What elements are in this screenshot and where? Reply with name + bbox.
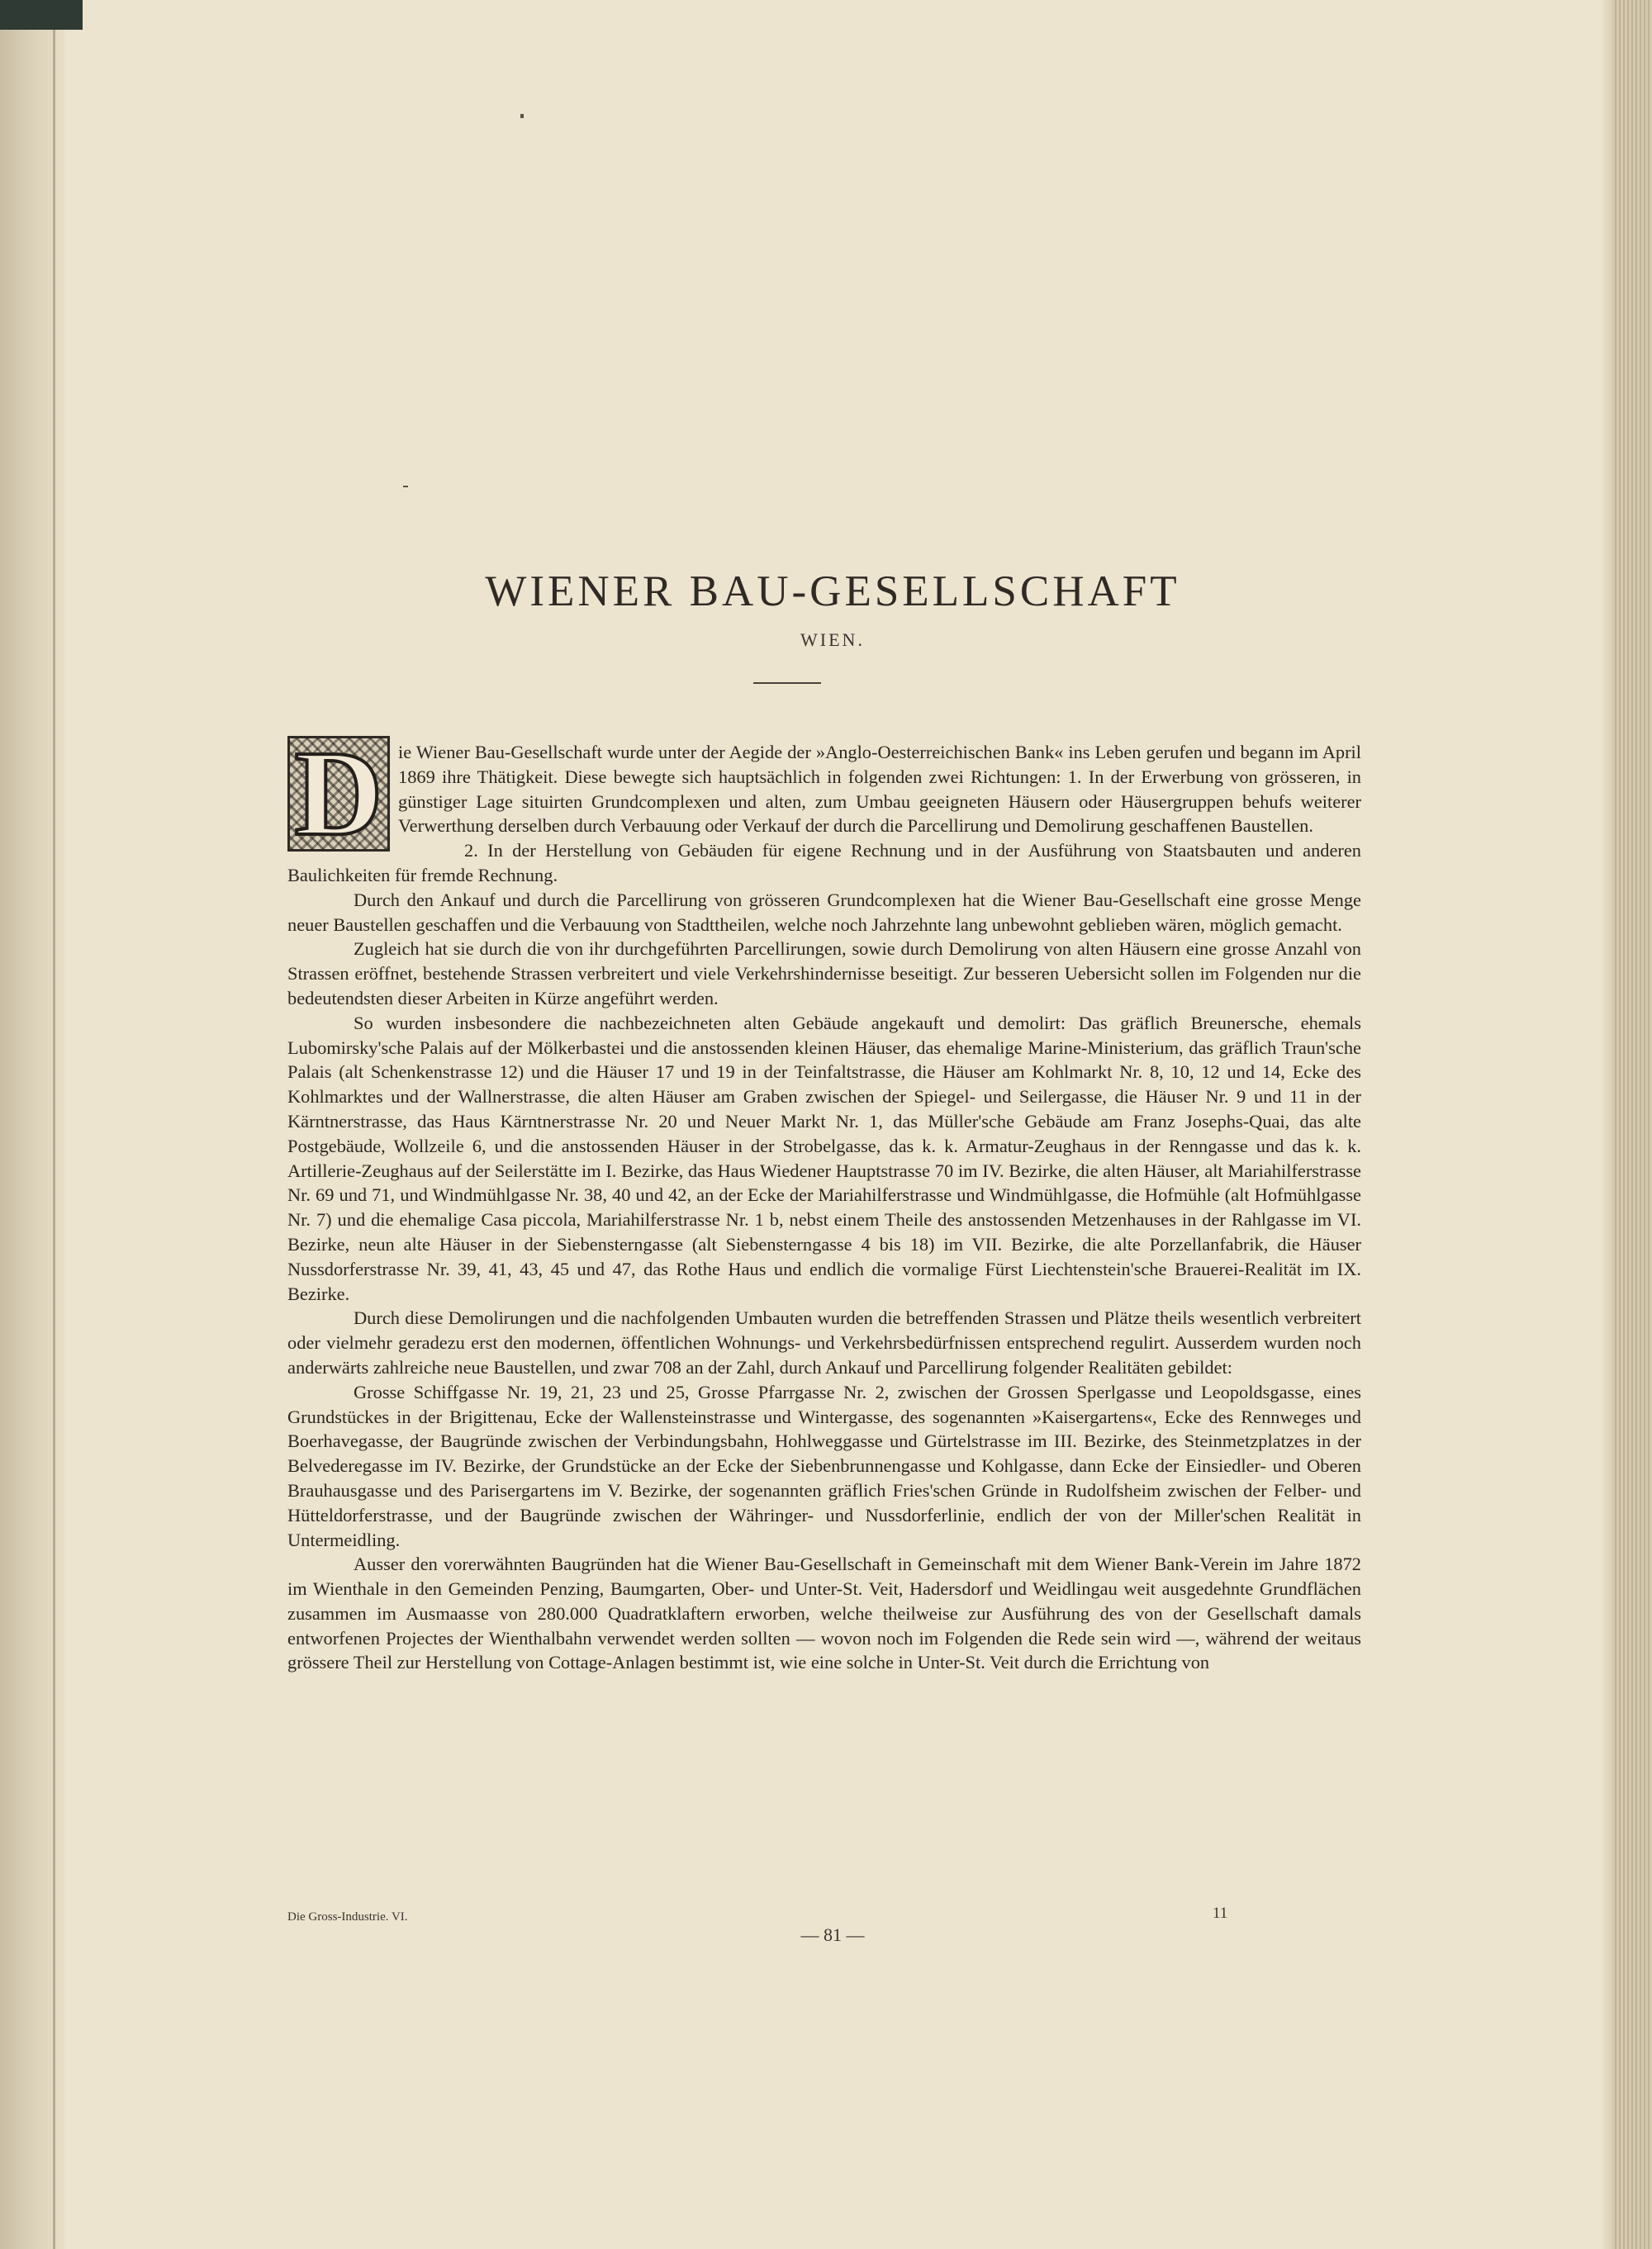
paragraph: So wurden insbesondere die nachbezeichneten alten Gebäude angekauft und demolirt: Das gräflich Breunersche, ehemals Lubomirsky'sche Palais auf der Mölkerbastei und die anstossenden kleinen Häuser, das ehemalige Marine-Ministerium, das gräflich Traun'sche Palais (alt Schenkenstrasse 12) und die Häuser 17 und 19 in der Teinfaltstrasse, die Häuser am Kohlmarkt Nr. 8, 10, 12 und 14, Ecke des Kohlmarktes und der Wallnerstrasse, die alten Häuser am Graben zwischen der Spiegel- und Seilergasse, die Häuser Nr. 9 und 11 in der Kärntnerstrasse, das Haus Kärntnerstrasse Nr. 20 und Neuer Markt Nr. 1, das Müller'sche Gebäude am Franz Josephs-Quai, das alte Postgebäude, Wollzeile 6, und die anstossenden Häuser in der Strobelgasse, das k. k. Armatur-Zeughaus in der Renngasse und das k. k. Artillerie-Zeughaus auf der Seilerstätte im I. Bezirke, das Haus Wiedener Hauptstrasse 70 im IV. Bezirke, die alten Häuser, alt Mariahilferstrasse Nr. 69 und 71, und Windmühlgasse Nr. 38, 40 und 42, an der Ecke der Mariahilferstrasse und Windmühlgasse, die Hofmühle (alt Hofmühlgasse Nr. 7) und die ehemalige Casa piccola, Mariahilferstrasse Nr. 1 b, nebst einem Theile des anstossenden Metzenhauses in der Rahlgasse im VI. Bezirke, neun alte Häuser in der Siebensterngasse (alt Siebensterngasse 4 bis 18) im VII. Bezirke, die alte Porzellanfabrik, die Häuser Nussdorferstrasse Nr. 39, 41, 43, 45 und 47, das Rothe Haus und endlich die vormalige Fürst Liechtenstein'sche Brauerei-Realität im IX. Bezirke. (287, 1012, 1361, 1304)
page-edge-shadow (1601, 0, 1612, 2249)
title-divider (753, 682, 821, 684)
initial-letter: D (294, 726, 383, 861)
stacked-page-edges (1612, 0, 1652, 2249)
initial-spacer (287, 726, 398, 862)
paragraph: Durch den Ankauf und durch die Parcellirung von grösseren Grundcomplexen hat die Wiener Bau-Gesellschaft eine grosse Menge neuer Baustellen geschaffen und die Verbauung von Stadttheilen, welche noch Jahrzehnte lang unbewohnt geblieben wären, möglich gemacht. (287, 889, 1361, 935)
paragraph: 2. In der Herstellung von Gebäuden für eigene Rechnung und in der Ausführung von Staatsbauten und anderen Baulichkeiten für fremde Rechnung. (287, 840, 1361, 885)
paragraph: Zugleich hat sie durch die von ihr durchgeführten Parcellirungen, sowie durch Demolirung von alten Häusern eine grosse Anzahl von Strassen eröffnet, bestehende Strassen verbreitert und viele Verkehrshindernisse beseitigt. Zur besseren Uebersicht sollen im Folgenden nur die bedeutendsten dieser Arbeiten in Kürze angeführt werden. (287, 938, 1361, 1008)
page-number: — 81 — (800, 1924, 865, 1945)
page-subtitle: WIEN. (800, 629, 865, 650)
book-page (64, 0, 1601, 2249)
paragraph: Grosse Schiffgasse Nr. 19, 21, 23 und 25, Grosse Pfarrgasse Nr. 2, zwischen der Grossen Sperlgasse und Leopoldsgasse, eines Grundstückes in der Brigittenau, Ecke der Wallensteinstrasse und Wintergasse, des sogenannten »Kaisergartens«, Ecke des Rennweges und Boerhavegasse, der Baugründe zwischen der Verbindungsbahn, Hohlweggasse und Gürtelstrasse im III. Bezirke, des Steinmetzplatzes in der Belvederegasse im IV. Bezirke, der Grundstücke an der Ecke der Siebenbrunnengasse und Kohlgasse, dann Ecke der Einsiedler- und Oberen Brauhausgasse und des Parisergartens im V. Bezirke, der sogenannten gräflich Fries'schen Gründe in Rudolfsheim zwischen der Felber- und Hütteldorferstrasse, und der Baugründe zwischen der Währinger- und Nussdorferlinie, endlich der von der Miller'schen Realität in Untermeidling. (287, 1381, 1361, 1550)
footer-signature-number: 11 (1213, 1905, 1228, 1922)
paragraph: ie Wiener Bau-Gesellschaft wurde unter der Aegide der »Anglo-Oesterreichischen Bank« ins Leben gerufen und begann im April 1869 ihre Thätigkeit. Diese bewegte sich hauptsächlich in folgenden zwei Richtungen: 1. In der Erwerbung von grösseren, in günstiger Lage situirten Grundcomplexen und alten, zum Umbau geeigneten Häusern oder Häusergruppen behufs weiterer Verwerthung derselben durch Verbauung oder Verkauf der durch die Parcellirung und Demolirung geschaffenen Baustellen. (398, 742, 1361, 837)
ink-speck (520, 114, 524, 118)
gutter-edge (53, 0, 55, 2249)
ink-speck (403, 486, 408, 487)
article-body (287, 726, 1361, 1675)
paragraph: Ausser den vorerwähnten Baugründen hat die Wiener Bau-Gesellschaft in Gemeinschaft mit dem Wiener Bank-Verein im Jahre 1872 im Wienthale in den Gemeinden Penzing, Baumgarten, Ober- und Unter-St. Veit, Hadersdorf und Weidlingau weit ausgedehnte Grundflächen zusammen im Ausmaasse von 280.000 Quadratklaftern erworben, welche theilweise zur Ausführung des von der Gesellschaft damals entworfenen Projectes der Wienthalbahn verwendet werden sollten — wovon noch im Folgenden die Rede sein wird —, während der weitaus grössere Theil zur Herstellung von Cottage-Anlagen bestimmt ist, wie eine solche in Unter-St. Veit durch die Errichtung von (287, 1554, 1361, 1673)
paragraph: Durch diese Demolirungen und die nachfolgenden Umbauten wurden die betreffenden Strassen und Plätze theils wesentlich verbreitert oder vielmehr geradezu erst den modernen, öffentlichen Wohnungs- und Verkehrsbedürfnissen entsprechend regulirt. Ausserdem wurden noch anderwärts zahlreiche neue Baustellen, und zwar 708 an der Zahl, durch Ankauf und Parcellirung folgender Realitäten gebildet: (287, 1307, 1361, 1378)
footer-publication: Die Gross-Industrie. VI. (287, 1910, 408, 1924)
page-title: WIENER BAU-GESELLSCHAFT (485, 567, 1180, 615)
